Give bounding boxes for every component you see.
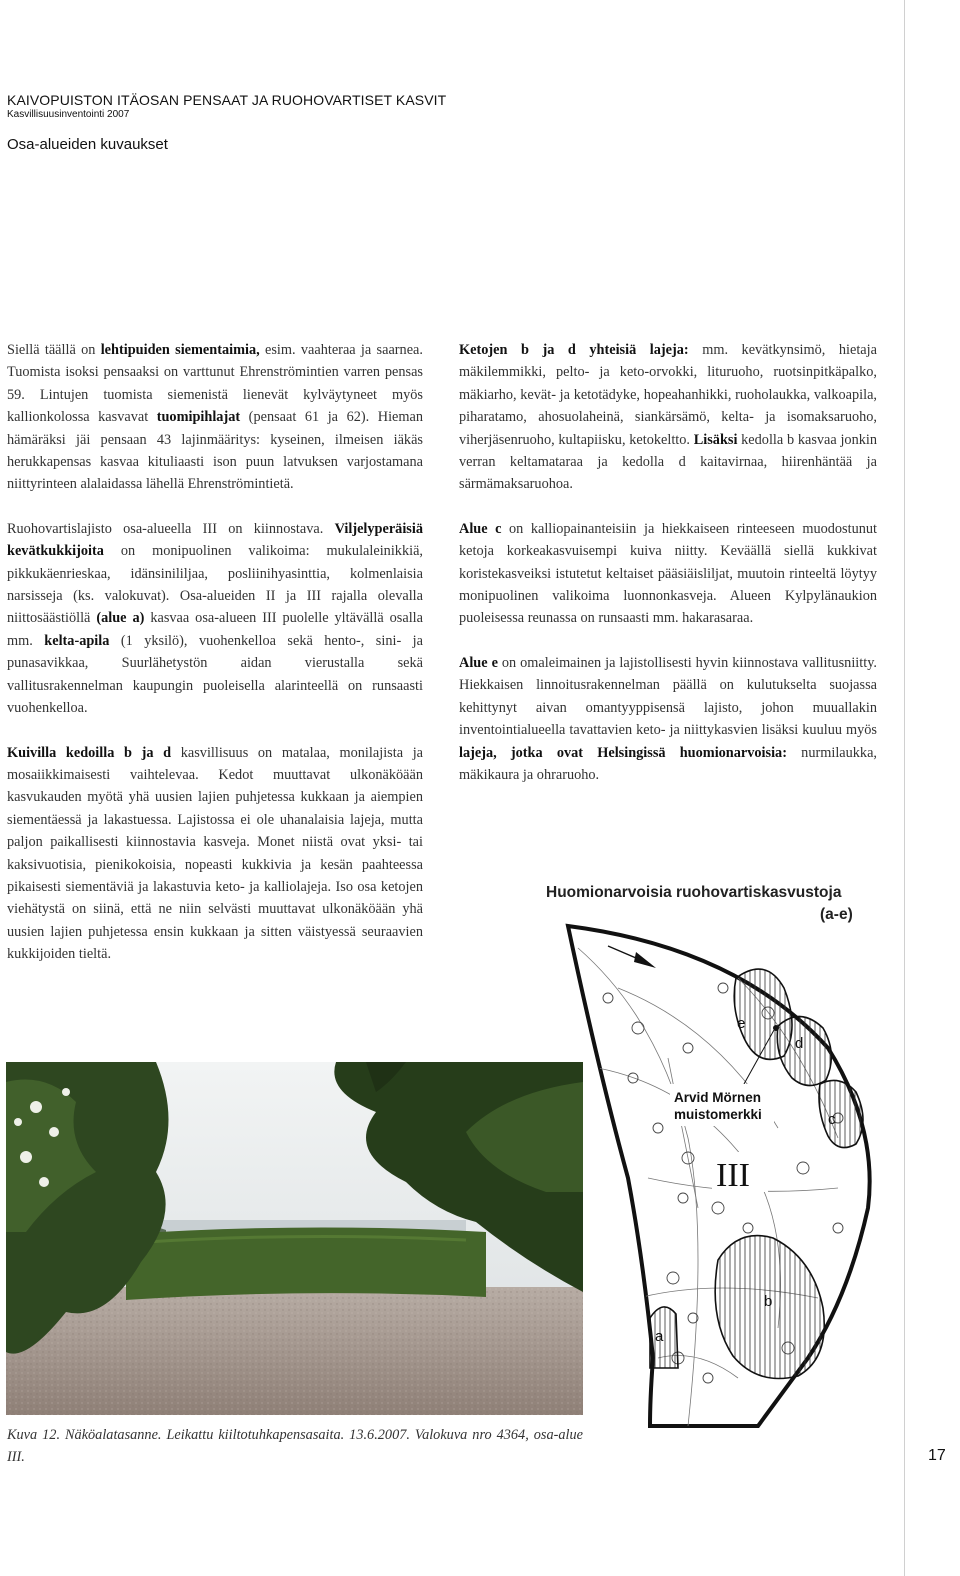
label-area-III: III	[716, 1157, 750, 1194]
document-subtitle: Kasvillisuusinventointi 2007	[7, 109, 130, 120]
paragraph-area-c	[459, 518, 877, 630]
text-run: kedolla b kasvaa jonkin verran keltamataraa ja kedolla d kaitavirnaa, hiirenhäntää ja särmämaksaruohoa.	[459, 431, 877, 493]
emphasis-area-c: Alue c	[459, 520, 502, 537]
text-run: on monipuolinen valikoima: mukulaleinikkiä, pikkukäenrieskaa, idänsinililjaa, posliinihyasinttia, kolmenlaisia narsisseja (ks. valokuvat). Osa-alueiden II ja III rajalla olevalla niittosäästiöllä	[7, 543, 423, 627]
emphasis-seedlings: lehtipuiden siementaimia,	[100, 342, 260, 358]
document-header	[7, 92, 446, 153]
label-monument-line2: muistomerkki	[674, 1107, 762, 1122]
label-area-b: b	[764, 1293, 773, 1310]
label-area-c: c	[828, 1111, 836, 1128]
paragraph-common-species	[459, 339, 877, 496]
map-drawing	[538, 878, 898, 1440]
text-run: nurmilaukka, mäkikaura ja ohraruoho.	[459, 744, 877, 783]
viewpoint-photo	[6, 1062, 583, 1415]
emphasis-area-e: Alue e	[459, 654, 498, 671]
text-run: kasvillisuus on matalaa, monilajista ja mosaiikkimaisesti vaihtelevaa. Kedot muuttavat ulkonäköään kasvukauden myötä yhä uusien lajien puhjetessa kukkaan ja aiempien siementäessä ja lakastuessa. Lajistossa ei ole uhanalaisia lajeja, mutta paljon paikallisesti kiinnostavia kasveja. Monet niistä ovat yksi- tai kaksivuotisia, pienikokoisia, nopeasti kukkivia ja kesän paahteessa pikaisesti siementäviä ja lakastuvia keto- ja kalliolajeja. Iso osa ketojen viehätystä on siinä, että ne niin selvästi muuttavat ulkonäköään yhä uusien lajien puhjetessa ensin kukkaan ja sitten väistyessä seuraavien kukkijoiden tieltä.	[7, 744, 424, 963]
label-area-d: d	[795, 1035, 804, 1052]
page-edge-rule	[904, 0, 905, 1576]
emphasis-spring-bloomers: Viljelyperäisiä kevätkukkijoita	[7, 520, 423, 560]
text-run: Ruohovartislajisto osa-alueella III on kiinnostava.	[7, 520, 335, 537]
text-run: mm. kevätkynsimö, hietaja mäkilemmikki, pelto- ja keto-orvokki, lituruoho, ruotsinpitkäpalko, mäkiarho, kevät- ja ketotädyke, hopeahanhikki, ruoholaukka, valkoapila, piharatamo, ahosuolaheinä, siankärsämö, kelta- ja isomaksaruoho, viherjäsenruoho, kultapiisku, ketokeltto.	[459, 342, 877, 448]
photo-illustration	[6, 1062, 583, 1415]
right-text-column	[459, 339, 877, 808]
label-area-e: e	[737, 1015, 746, 1032]
text-run: (1 yksilö), vuohenkelloa sekä hento-, sini- ja punasavikkaa, Suurlähetystön aidan vierustalla sekä vallitusrakennelman kaupungin puoleisella alarinteellä on runsaasti vuohenkelloa.	[7, 632, 423, 717]
emphasis-notable-species: lajeja, jotka ovat Helsingissä huomionarvoisia:	[459, 744, 787, 761]
emphasis-rowan: tuomipihlajat	[156, 409, 241, 426]
notable-stands-map	[538, 878, 898, 1440]
text-run: (pensaat 61 ja 62). Hieman hämäräksi jäi pensaan 43 lajinmääritys: kyseinen, ilmeisen iäkäs herukkapensas kasvaa kituliaasti ison puun latvuksen varjostamana niittyrinteen alalaidassa lähellä Ehrenströmintietä.	[7, 409, 424, 493]
photo-caption: Kuva 12. Näköalatasanne. Leikattu kiiltotuhkapensasaita. 13.6.2007. Valokuva nro 4364, osa-alue III.	[7, 1427, 583, 1465]
text-run: esim. vaahteraa ja saarnea. Tuomista isoksi pensaaksi on varttunut Ehrenströmintien varren pensas 59. Lintujen tuomista siemenistä lienevät kylväytyneet myös kallionkolossa kasvavat	[7, 342, 423, 426]
emphasis-additionally: Lisäksi	[693, 431, 738, 448]
map-title-line1: Huomionarvoisia ruohovartiskasvustoja	[546, 884, 842, 901]
page-number: 17	[928, 1447, 946, 1464]
document-title: KAIVOPUISTON ITÄOSAN PENSAAT JA RUOHOVARTISET KASVIT	[7, 92, 447, 108]
text-run: kasvaa osa-alueen III puolelle yltävällä osalla mm.	[7, 610, 424, 649]
text-run: Siellä täällä on	[7, 342, 101, 358]
section-title: Osa-alueiden kuvaukset	[7, 136, 168, 153]
paragraph-area-e	[459, 652, 877, 786]
emphasis-common-species: Ketojen b ja d yhteisiä lajeja:	[459, 342, 689, 358]
paragraph-dry-meadows	[7, 742, 423, 966]
map-title-line2: (a-e)	[820, 906, 853, 923]
emphasis-meadows-bd: Kuivilla kedoilla b ja d	[7, 744, 172, 761]
emphasis-clover: kelta-apila	[44, 632, 110, 649]
text-run: on kalliopainanteisiin ja hiekkaiseen rinteeseen muodostunut ketoja korkeakasvuisempi kuiva niitty. Keväällä siellä kukkivat koristekasveiksi istutetut keltaiset pääsiäisliljat, muutoin rinteeltä löytyy monipuolinen valikoima luonnonkasveja. Alueen Kylpylänaukion puoleisessa reunassa on runsaasti mm. hakarasaraa.	[459, 520, 878, 627]
text-run: on omaleimainen ja lajistollisesti hyvin kiinnostava vallitusniitty. Hiekkaisen linnoitusrakennelman päällä on kulutukselta suojassa kehittynyt aivan omantyyppisensä lajisto, johon muuallakin inventointialueella tavattavien keto- ja niittykasvien lisäksi kuuluu myös	[459, 654, 878, 739]
label-area-a: a	[655, 1328, 664, 1345]
paragraph-herbaceous	[7, 518, 423, 720]
emphasis-area-a: (alue a)	[96, 610, 145, 627]
paragraph-seedlings	[7, 339, 423, 496]
left-text-column	[7, 339, 423, 988]
label-monument-line1: Arvid Mörnen	[674, 1090, 762, 1105]
